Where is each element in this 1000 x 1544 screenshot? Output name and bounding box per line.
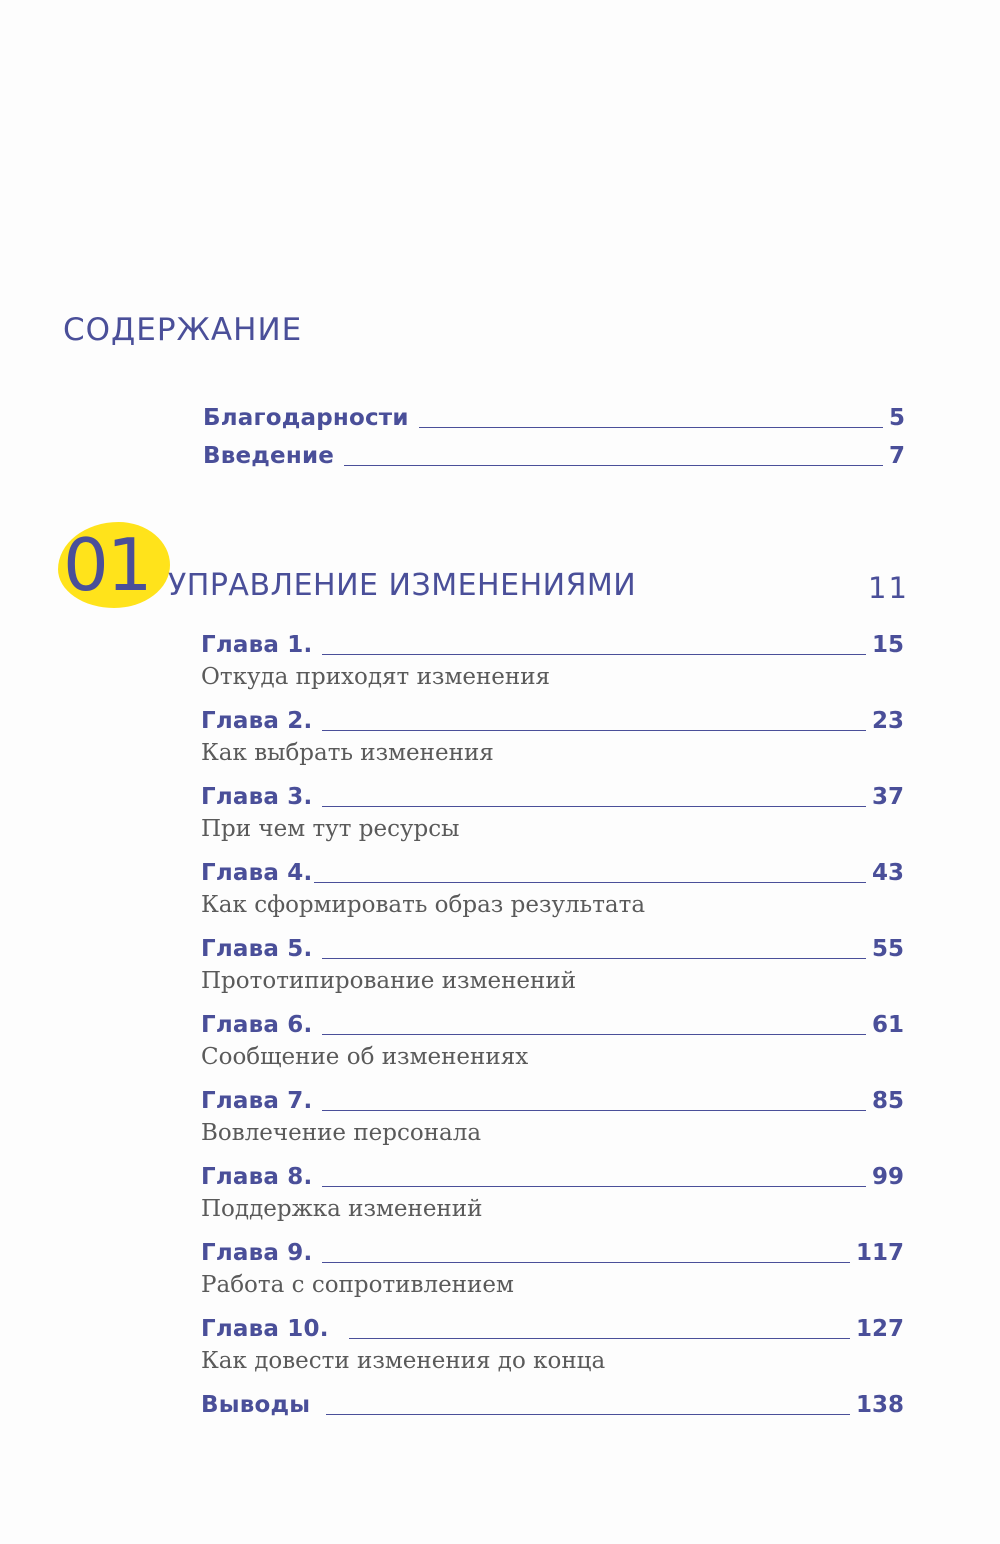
chapter-label: Глава 6. [201,1012,313,1038]
leader-line [314,882,866,883]
leader-line [322,1110,866,1111]
toc-entry-label: Благодарности [203,405,409,431]
chapter-page: 99 [871,1164,904,1190]
toc-title: СОДЕРЖАНИЕ [63,312,303,348]
chapter-label: Глава 7. [201,1088,313,1114]
conclusion-page: 138 [855,1392,904,1418]
toc-entry-acknowledgements[interactable] [203,393,905,433]
chapter-page: 127 [855,1316,904,1342]
toc-entry-chapter-5[interactable] [201,924,904,964]
leader-line [322,1262,850,1263]
toc-entry-chapter-4[interactable] [201,848,904,888]
leader-line [322,1034,866,1035]
toc-entry-chapter-3[interactable] [201,772,904,812]
part-number: 01 [63,523,151,607]
part-title[interactable]: УПРАВЛЕНИЕ ИЗМЕНЕНИЯМИ [168,568,637,603]
chapter-subtitle: Сообщение об изменениях [201,1044,529,1070]
leader-line [322,1186,866,1187]
leader-line [322,730,866,731]
leader-line [349,1338,850,1339]
chapter-label: Глава 8. [201,1164,313,1190]
chapter-label: Глава 2. [201,708,313,734]
leader-line [322,654,866,655]
chapter-page: 117 [855,1240,904,1266]
leader-line [322,806,866,807]
chapter-subtitle: Поддержка изменений [201,1196,483,1222]
toc-entry-introduction[interactable] [203,431,905,471]
toc-entry-chapter-7[interactable] [201,1076,904,1116]
chapter-label: Глава 1. [201,632,313,658]
chapter-subtitle: Как выбрать изменения [201,740,494,766]
chapter-page: 85 [871,1088,904,1114]
conclusion-label: Выводы [201,1392,311,1418]
leader-line [326,1414,850,1415]
toc-entry-chapter-9[interactable] [201,1228,904,1268]
chapter-label: Глава 3. [201,784,313,810]
leader-line [419,427,883,428]
toc-entry-chapter-1[interactable] [201,620,904,660]
chapter-page: 23 [871,708,904,734]
chapter-subtitle: Как сформировать образ результата [201,892,646,918]
chapter-page: 61 [871,1012,904,1038]
chapter-label: Глава 4. [201,860,313,886]
toc-entry-chapter-6[interactable] [201,1000,904,1040]
chapter-subtitle: Работа с сопротивлением [201,1272,514,1298]
chapter-subtitle: Прототипирование изменений [201,968,577,994]
toc-entry-chapter-2[interactable] [201,696,904,736]
part-page: 11 [868,571,909,605]
chapter-subtitle: Вовлечение персонала [201,1120,482,1146]
chapter-page: 37 [871,784,904,810]
toc-entry-page: 7 [888,443,905,469]
toc-entry-chapter-10[interactable] [201,1304,904,1344]
chapter-page: 15 [871,632,904,658]
chapter-label: Глава 9. [201,1240,313,1266]
chapter-page: 43 [871,860,904,886]
chapter-label: Глава 5. [201,936,313,962]
chapter-subtitle: При чем тут ресурсы [201,816,460,842]
toc-entry-page: 5 [888,405,905,431]
chapter-page: 55 [871,936,904,962]
toc-entry-chapter-8[interactable] [201,1152,904,1192]
leader-line [344,465,883,466]
chapter-subtitle: Как довести изменения до конца [201,1348,606,1374]
toc-entry-label: Введение [203,443,335,469]
chapter-label: Глава 10. [201,1316,329,1342]
toc-entry-conclusion[interactable] [201,1380,904,1420]
chapter-subtitle: Откуда приходят изменения [201,664,551,690]
leader-line [322,958,866,959]
